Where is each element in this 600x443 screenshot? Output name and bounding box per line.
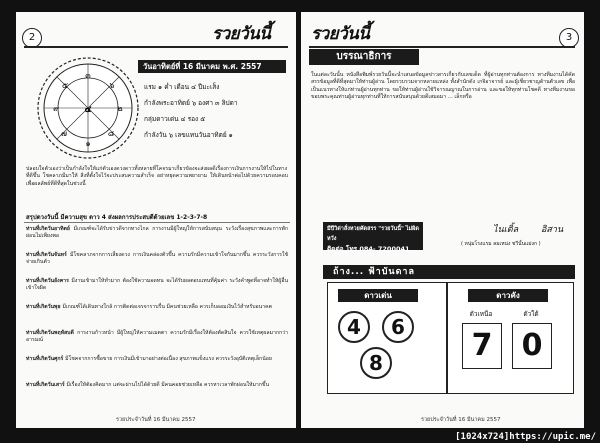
ad-box <box>323 222 423 253</box>
signature-name2: อิสาน <box>541 225 564 235</box>
weekday-section-head: ท่านที่เกิดวันจันทร์ <box>26 252 70 258</box>
weekday-section-text: มีโชคลาภจากการเสี่ยงดวง การเงินคล่องตัวขึ้น ความรักมีความเข้าใจกันมากขึ้น ควรระวังการใช้จ่ายเกินตัว <box>26 252 288 266</box>
weekday-section-text: มีเกณฑ์ได้เดินทางใกล้ การติดต่อเจรจาราบรื่น มีคนช่วยเหลือ ควรเก็บออมเงินไว้สำหรับอนาคต <box>62 304 272 310</box>
signature-name1: ไนเติ้ล <box>493 225 519 235</box>
weekday-section-head: ท่านที่เกิดวันศุกร์ <box>26 356 66 362</box>
wheel-number: ๒ <box>117 104 123 113</box>
wheel-number: ๑ <box>85 139 91 148</box>
weekday-section-head: ท่านที่เกิดวันอาทิตย์ <box>26 226 74 232</box>
astrology-wheel <box>36 56 140 160</box>
date-heading: วันอาทิตย์ที่ 16 มีนาคม พ.ศ. 2557 <box>138 60 286 73</box>
lucky-number-boxes <box>327 282 574 394</box>
weekday-section-head: ท่านที่เกิดวันพฤหัสบดี <box>26 330 78 336</box>
star-box-title: ดาวเด่น <box>338 289 418 302</box>
right-page-number: 3 <box>559 28 579 48</box>
ad-line1: มีปีวิด่าสั่งหวยคัดสรร "รวยวันนี้" ไม่ผิดหวัง <box>327 226 419 242</box>
weekday-section-head: ท่านที่เกิดวันเสาร์ <box>26 382 67 388</box>
weekday-section <box>26 226 288 241</box>
weekday-section-text: มีงานเข้ามาให้ทำมาก ต้องใช้ความอดทน จะได้รับผลตอบแทนที่คุ้มค่า ระวังคำพูดที่อาจทำให้ผู้อื่นเข้าใจผิด <box>26 278 288 292</box>
cell-label-bottom: ตัวใต้ <box>523 310 539 318</box>
divider <box>24 222 290 223</box>
weekday-section-head: ท่านที่เกิดวันอังคาร <box>26 278 72 284</box>
weekday-section <box>26 330 288 345</box>
left-footer: รวยประจำวันที่ 16 มีนาคม 2557 <box>116 417 196 423</box>
intro-paragraph: ปลอบใจตัวเองว่าเป็นกำลังใจให้แก่ตัวเองดวงดาวทั้งหลายที่โคจรมาเกี่ยวข้องจะส่งผลดีเรื่องการเงินการงานให้ไปในทางที่ดีขึ้น โชคลาภมีมาให้ สิ่งที่ตั้งใจไว้จะประสบความสำเร็จ อย่าหยุดความพยายาม ให้เดินหน้าต่อไปด้วยความรอบคอบ เพื่อผลลัพธ์ที่ดีที่สุดในช่วงนี้ <box>26 166 288 187</box>
signature-sub: ( หนุ่มโรงแรม ลมเหน่ง ชวีนั้นแม่งก ) <box>461 241 541 247</box>
wheel-number: ๕ <box>61 81 69 90</box>
weekday-section <box>26 278 288 293</box>
wheel-number: ๙ <box>53 104 59 113</box>
position-box-title: ดาวคัง <box>468 289 548 302</box>
weekday-section <box>26 382 288 389</box>
lucky-ball: 8 <box>360 347 392 379</box>
wheel-number: ๓ <box>85 71 91 80</box>
lucky-cell: 7 <box>462 323 502 369</box>
box-divider <box>446 283 448 393</box>
ad-line2: ติดต่อ โทร 084- 7200041 <box>327 245 410 253</box>
weekday-line: กำลังพระอาทิตย์ ๖ องศา ๓ ลิปดา <box>144 99 238 107</box>
wheel-number: ๖ <box>109 81 115 90</box>
lucky-banner: ถ้าง... ฟ้าบันดาล <box>323 265 575 279</box>
right-header-rule <box>309 46 575 48</box>
weekday-section-text: มีเรื่องให้ต้องคิดมาก แต่จะผ่านไปได้ด้วยดี มีคนคอยช่วยเหลือ ควรหาเวลาพักผ่อนให้มากขึ้น <box>66 382 270 388</box>
right-footer: รวยประจำวันที่ 16 มีนาคม 2557 <box>421 417 501 423</box>
left-header-rule <box>24 46 288 48</box>
omen-line: กำลังวัน ๖ เลขแทนวันอาทิตย์ ๑ <box>144 131 233 139</box>
watermark: [1024x724]https://upic.me/ <box>455 432 596 442</box>
right-page <box>301 12 584 428</box>
lucky-ball: 6 <box>382 311 414 343</box>
weekday-section <box>26 252 288 267</box>
weekday-section <box>26 356 288 363</box>
ruler-line: กลุ่มดาวเด่น ๔ รอง ๕ <box>144 115 206 123</box>
right-logo: รวยวันนี้ <box>311 24 370 44</box>
left-page <box>16 12 296 428</box>
wheel-number: ๘ <box>107 129 115 138</box>
wheel-number: ๗ <box>60 129 68 138</box>
cell-label-top: ตัวเหนือ <box>469 310 493 318</box>
lunar-line: แรม ๑ ค่ำ เดือน ๔ ปีมะเส็ง <box>144 83 220 91</box>
left-page-number: 2 <box>22 28 42 48</box>
weekday-section-text: มีเกณฑ์จะได้รับข่าวดีจากทางไกล การงานมีผู้ใหญ่ให้การสนับสนุน ระวังเรื่องสุขภาพและการพักผ่อนไม่เพียงพอ <box>26 226 288 240</box>
weekday-section <box>26 304 288 311</box>
lucky-line: สรุปดวงวันนี้ มีความสุข ดาว 4 ส่งผลการประสบดีด้วยเลข 1-2-3-7-8 <box>26 214 208 221</box>
lucky-cell: 0 <box>512 323 552 369</box>
editor-title: บรรณาธิการ <box>309 49 419 65</box>
weekday-section-text: การงานก้าวหน้า มีผู้ใหญ่ให้ความเมตตา ความรักมีเรื่องให้ต้องตัดสินใจ ควรใช้เหตุผลมากกว่าอารมณ์ <box>26 330 289 344</box>
lucky-ball: 4 <box>338 311 370 343</box>
editor-paragraph: ในแต่ละวันนั้น หนังสือพิมพ์รวยวันนี้จะนำเสนอข้อมูลข่าวสารเกี่ยวกับเลขเด็ด ที่ผู้อ่านทุกท่านต้องการ ทางทีมงานได้คัดสรรข้อมูลที่ดีที่สุดมาให้ท่านผู้อ่าน โดยรวบรวมจากหลายแหล่ง ทั้งสำนักดัง เกจิอาจารย์ และผู้เชี่ยวชาญด้านตัวเลข เพื่อเป็นแนวทางให้แก่ท่านผู้อ่านทุกท่าน ขอให้ท่านผู้อ่านใช้วิจารณญาณในการอ่าน และขอให้ทุกท่านโชคดี ทางทีมงานขอขอบพระคุณท่านผู้อ่านทุกท่านที่ให้การสนับสนุนด้วยดีเสมอมา ... เล็กหรือ <box>311 72 575 101</box>
weekday-section-text: มีโชคจากการซื้อขาย การเงินมีเข้ามาอย่างต่อเนื่อง สุขภาพแข็งแรง ควรระวังอุบัติเหตุเล็กน้อย <box>65 356 272 362</box>
wheel-number: ๔ <box>84 105 92 115</box>
left-logo: รวยวันนี้ <box>212 24 271 44</box>
weekday-section-head: ท่านที่เกิดวันพุธ <box>26 304 63 310</box>
